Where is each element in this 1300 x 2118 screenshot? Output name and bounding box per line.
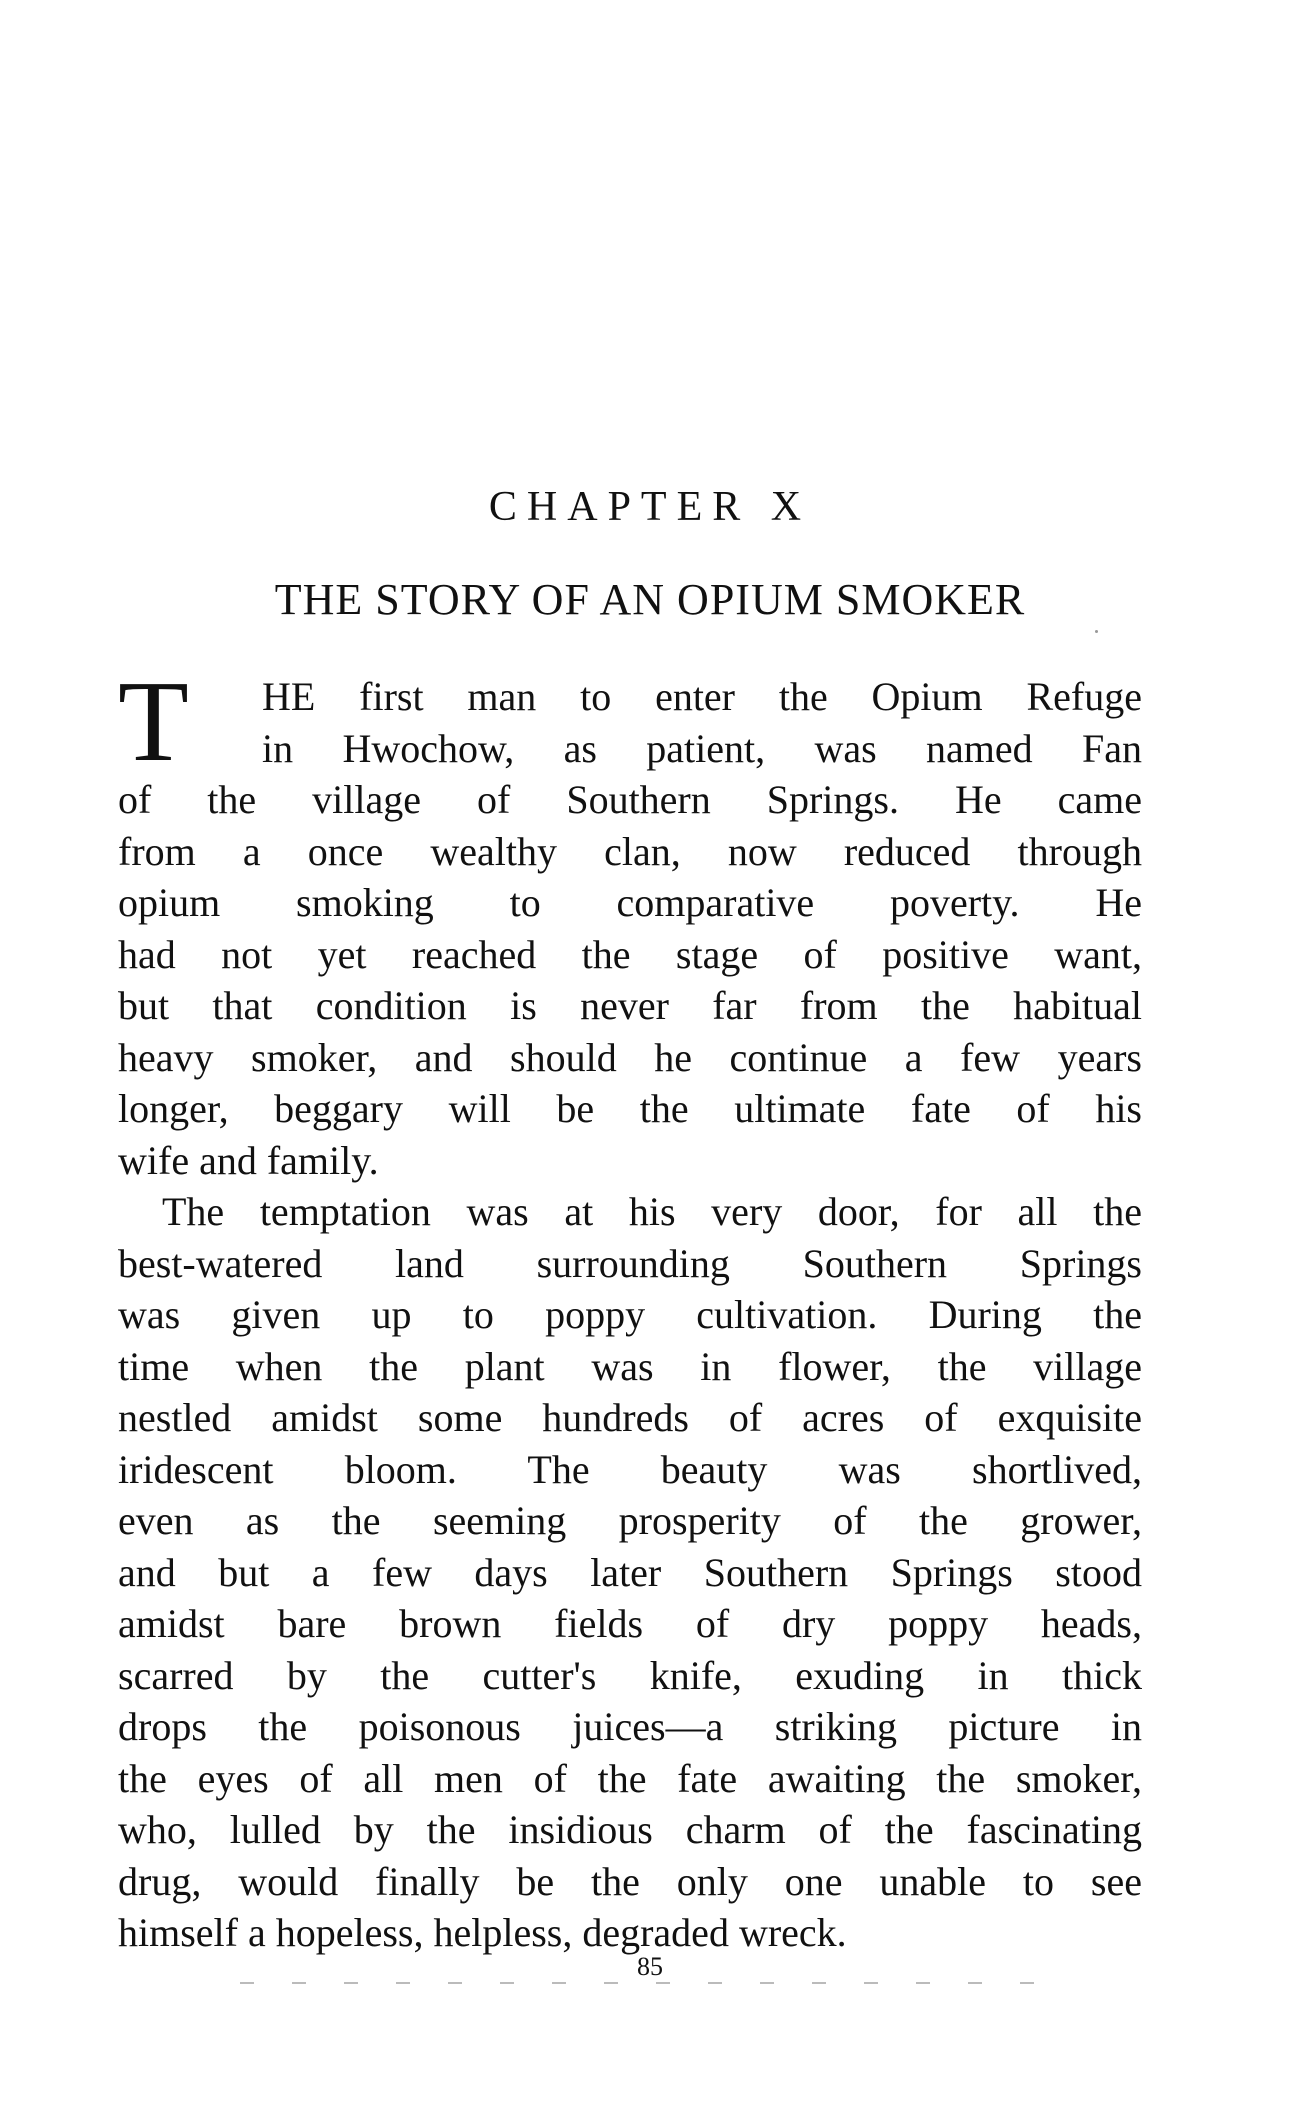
text-line: scarred by the cutter's knife, exuding in thick (118, 1652, 1142, 1698)
text-line: heavy smoker, and should he continue a few years (118, 1034, 1142, 1080)
text-line: had not yet reached the stage of positive want, (118, 931, 1142, 977)
text-line: and but a few days later Southern Springs stood (118, 1549, 1142, 1595)
text-line: from a once wealthy clan, now reduced through (118, 828, 1142, 874)
text-line: drops the poisonous juices—a striking picture in (118, 1704, 1142, 1749)
text-line: was given up to poppy cultivation. During the (118, 1292, 1142, 1337)
text-line: wife and family. (118, 1137, 379, 1183)
scan-artifact-line (240, 1982, 1070, 1984)
text-line: time when the plant was in flower, the village (118, 1343, 1142, 1389)
text-line: opium smoking to comparative poverty. He (118, 880, 1142, 925)
drop-cap: T (118, 658, 189, 786)
text-line: of the village of Southern Springs. He came (118, 777, 1142, 822)
text-line: nestled amidst some hundreds of acres of exquisite (118, 1395, 1142, 1440)
chapter-body (118, 658, 1142, 1959)
text-line: in Hwochow, as patient, was named Fan (262, 725, 1142, 771)
text-line: who, lulled by the insidious charm of the fascinating (118, 1807, 1142, 1852)
scan-speck (1095, 630, 1098, 633)
text-line: best-watered land surrounding Southern Springs (118, 1240, 1142, 1286)
text-line: himself a hopeless, helpless, degraded wreck. (118, 1910, 847, 1955)
text-line: the eyes of all men of the fate awaiting the smoker, (118, 1755, 1142, 1801)
page-number: 85 (637, 1952, 663, 1981)
text-line: drug, would finally be the only one unable to see (118, 1858, 1142, 1904)
text-line: HE first man to enter the Opium Refuge (262, 674, 1142, 719)
text-line: The temptation was at his very door, for all the (162, 1189, 1142, 1234)
chapter-number: CHAPTER X (488, 484, 812, 530)
text-line: amidst bare brown fields of dry poppy heads, (118, 1601, 1142, 1646)
text-line: but that condition is never far from the habitual (118, 983, 1142, 1028)
text-line: iridescent bloom. The beauty was shortlived, (118, 1446, 1142, 1492)
text-line: longer, beggary will be the ultimate fate of his (118, 1086, 1142, 1131)
chapter-title: THE STORY OF AN OPIUM SMOKER (274, 575, 1026, 624)
text-line: even as the seeming prosperity of the grower, (118, 1498, 1142, 1543)
